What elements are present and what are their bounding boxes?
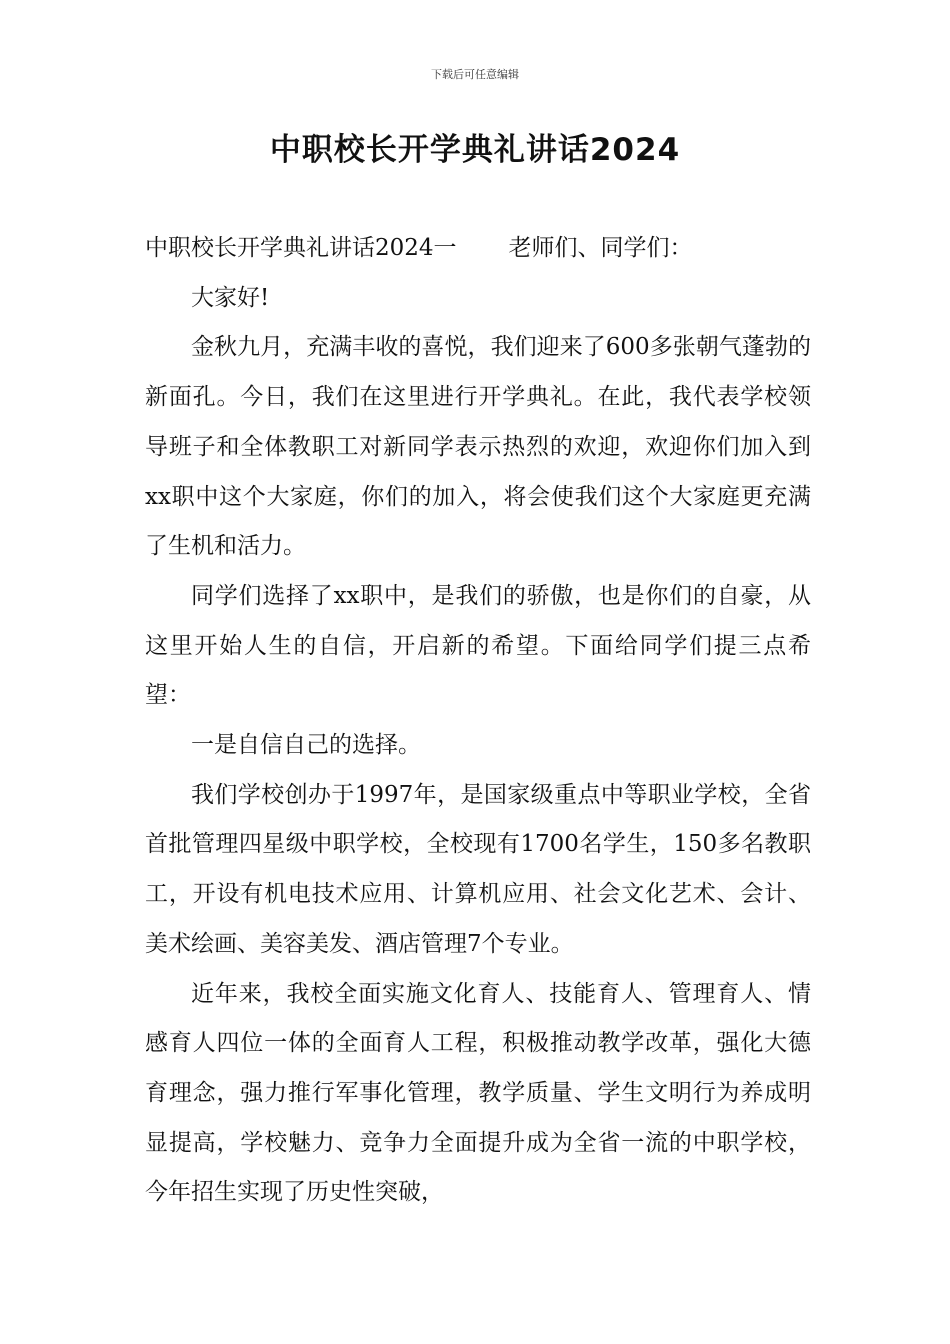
document-body — [145, 224, 811, 1218]
paragraph-greeting: 大家好! — [191, 284, 270, 311]
paragraph-welcome: 金秋九月，充满丰收的喜悦，我们迎来了600多张朝气蓬勃的新面孔。今日，我们在这里进行开学典礼。在此，我代表学校领导班子和全体教职工对新同学表示热烈的欢迎，欢迎你们加入到xx职中这个大家庭，你们的加入，将会使我们这个大家庭更充满了生机和活力。 — [145, 334, 811, 560]
intro-line — [145, 224, 811, 274]
paragraph-school-history: 我们学校创办于1997年，是国家级重点中等职业学校，全省首批管理四星级中职学校，全校现有1700名学生，150多名教职工，开设有机电技术应用、计算机应用、社会文化艺术、会计、美术绘画、美容美发、酒店管理7个专业。 — [145, 781, 811, 957]
paragraph-recent-years: 近年来，我校全面实施文化育人、技能育人、管理育人、情感育人四位一体的全面育人工程，积极推动教学改革，强化大德育理念，强力推行军事化管理，教学质量、学生文明行为养成明显提高，学校魅力、竞争力全面提升成为全省一流的中职学校，今年招生实现了历史性突破， — [145, 980, 811, 1206]
header-note: 下载后可任意编辑 — [431, 68, 519, 81]
paragraph-hopes-intro: 同学们选择了xx职中，是我们的骄傲，也是你们的自豪，从这里开始人生的自信，开启新的希望。下面给同学们提三点希望： — [145, 582, 811, 709]
document-title: 中职校长开学典礼讲话2024 — [269, 132, 681, 168]
paragraph-hope-one: 一是自信自己的选择。 — [191, 732, 421, 759]
intro-heading: 中职校长开学典礼讲话2024一 — [145, 235, 457, 261]
intro-salutation: 老师们、同学们： — [508, 235, 693, 261]
